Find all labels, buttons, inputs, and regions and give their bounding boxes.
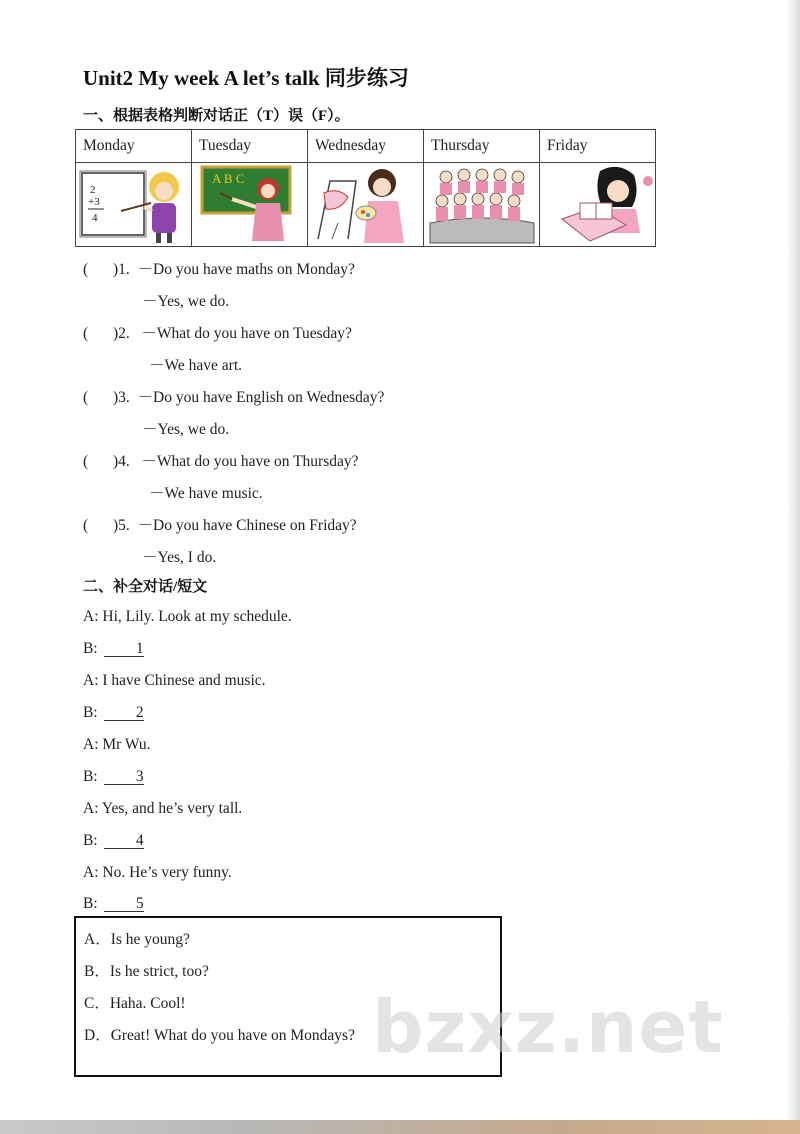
question-text: －What do you have on Thursday? — [141, 453, 359, 470]
dialogue-line-3 — [83, 672, 266, 690]
dialogue-line-5 — [83, 736, 151, 754]
dialogue-text: Hi, Lily. Look at my schedule. — [102, 608, 292, 625]
answer-paren-open: ( — [83, 261, 89, 278]
answer-paren-open: ( — [83, 389, 89, 406]
teacher-maths-icon — [76, 163, 192, 247]
dialogue-text: I have Chinese and music. — [102, 672, 266, 689]
girl-painting-icon — [308, 163, 424, 247]
speaker-label: A: — [83, 800, 99, 817]
children-singing-icon — [424, 163, 540, 247]
question-number: )4. — [113, 453, 130, 470]
answer-paren-open: ( — [83, 517, 89, 534]
dialogue-line-6 — [83, 768, 144, 786]
speaker-label: B: — [83, 895, 98, 912]
question-3 — [83, 385, 384, 407]
speaker-label: A: — [83, 672, 99, 689]
answer-blank-2[interactable]: 2 — [104, 705, 144, 721]
dialogue-line-1 — [83, 608, 292, 626]
watermark: bzxz.net — [372, 985, 724, 1069]
section2-heading: 二、补全对话/短文 — [83, 579, 208, 595]
speaker-label: B: — [83, 832, 98, 849]
speaker-label: A: — [83, 736, 99, 753]
speaker-label: B: — [83, 640, 98, 657]
answer-paren-open: ( — [83, 453, 89, 470]
teacher-english-icon — [192, 163, 308, 247]
day-header-tuesday: Tuesday — [192, 130, 308, 163]
question-text: －What do you have on Tuesday? — [141, 325, 352, 342]
page-bottom-edge — [0, 1120, 800, 1134]
question-number: )3. — [113, 389, 130, 406]
dialogue-line-8 — [83, 832, 144, 850]
girl-reading-icon — [540, 163, 656, 247]
dialogue-line-9 — [83, 864, 232, 882]
answer-blank-5[interactable]: 5 — [104, 896, 144, 912]
answer-blank-1[interactable]: 1 — [104, 641, 144, 657]
question-text: －Do you have Chinese on Friday? — [137, 517, 357, 534]
speaker-label: B: — [83, 704, 98, 721]
svg-text:+3: +3 — [88, 196, 100, 208]
dialogue-text: Mr Wu. — [102, 736, 151, 753]
answer-blank-3[interactable]: 3 — [104, 769, 144, 785]
dialogue-line-7 — [83, 800, 242, 818]
answer-5: －Yes, I do. — [142, 549, 217, 566]
option-b: B．Is he strict, too? — [84, 963, 209, 980]
option-c: C．Haha. Cool! — [84, 995, 186, 1012]
answer-4: －We have music. — [149, 485, 263, 502]
answer-3: －Yes, we do. — [142, 421, 230, 438]
answer-1: －Yes, we do. — [142, 293, 230, 310]
answer-blank-4[interactable]: 4 — [104, 833, 144, 849]
speaker-label: A: — [83, 608, 99, 625]
question-number: )5. — [113, 517, 130, 534]
svg-text:4: 4 — [92, 212, 98, 224]
question-5 — [83, 513, 357, 535]
schedule-table — [75, 129, 656, 247]
page-title: Unit2 My week A let’s talk 同步练习 — [83, 66, 409, 90]
option-d: D．Great! What do you have on Mondays? — [84, 1027, 355, 1044]
day-header-thursday: Thursday — [424, 130, 540, 163]
day-header-monday: Monday — [76, 130, 192, 163]
speaker-label: A: — [83, 864, 99, 881]
dialogue-line-4 — [83, 704, 144, 722]
answer-2: －We have art. — [149, 357, 243, 374]
speaker-label: B: — [83, 768, 98, 785]
question-2 — [83, 321, 352, 343]
board-text: A B C — [212, 171, 245, 186]
day-header-friday: Friday — [540, 130, 656, 163]
answer-paren-open: ( — [83, 325, 89, 342]
question-text: －Do you have maths on Monday? — [137, 261, 355, 278]
section1-heading: 一、根据表格判断对话正（T）误（F）。 — [83, 108, 350, 124]
question-number: )1. — [113, 261, 130, 278]
option-a: A．Is he young? — [84, 931, 190, 948]
question-text: －Do you have English on Wednesday? — [137, 389, 385, 406]
dialogue-line-2 — [83, 640, 144, 658]
dialogue-text: No. He’s very funny. — [102, 864, 232, 881]
page-edge-shadow — [786, 0, 800, 1120]
question-number: )2. — [113, 325, 130, 342]
svg-text:2: 2 — [90, 184, 96, 196]
dialogue-text: Yes, and he’s very tall. — [101, 800, 243, 817]
day-header-wednesday: Wednesday — [308, 130, 424, 163]
dialogue-line-10 — [83, 895, 144, 913]
question-4 — [83, 449, 359, 471]
question-1 — [83, 257, 355, 279]
